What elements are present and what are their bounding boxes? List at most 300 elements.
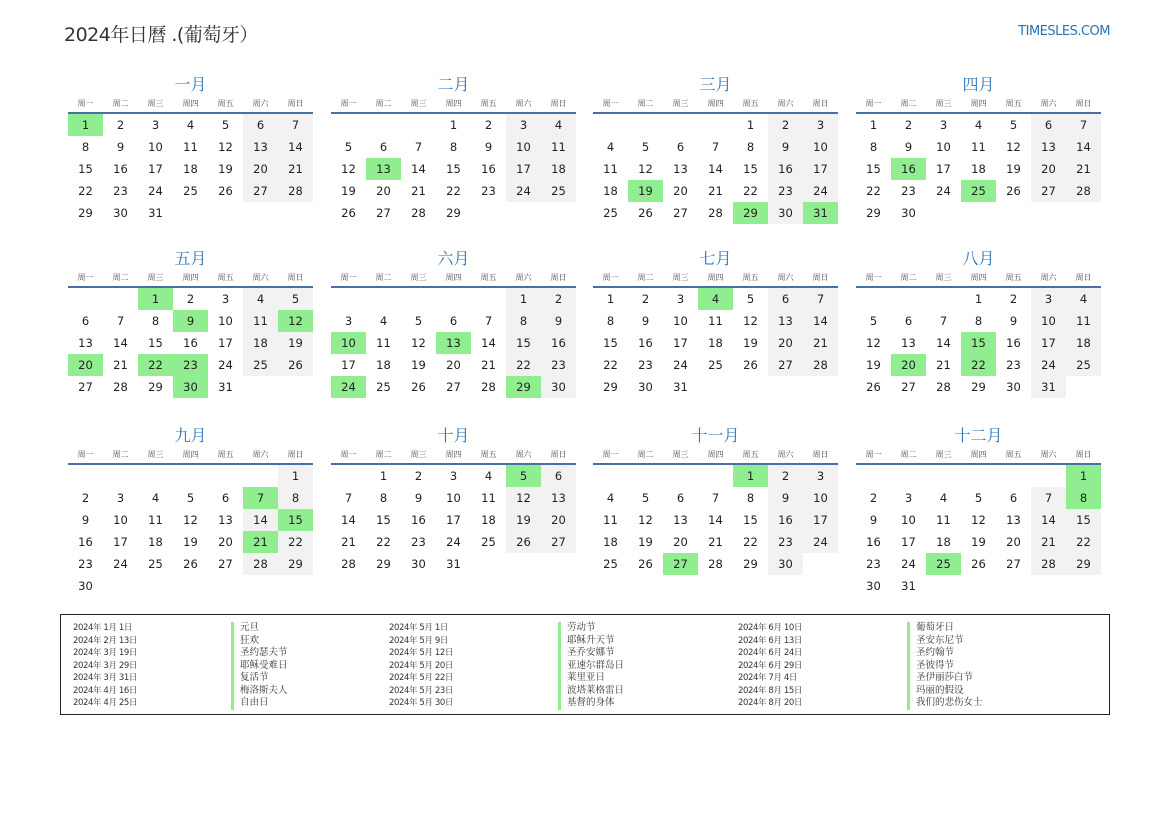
weekday-label: 周六 xyxy=(777,273,794,282)
weekend-day-cell: 6 xyxy=(541,465,576,487)
holiday-day-cell: 30 xyxy=(173,376,208,398)
week-row xyxy=(68,332,313,354)
holiday-date: 2024年 2月 13日 xyxy=(73,635,137,646)
weekday-label: 周三 xyxy=(410,450,427,459)
weekday-header xyxy=(856,272,1101,288)
holiday-date: 2024年 7月 4日 xyxy=(738,673,797,683)
holiday-date: 2024年 8月 20日 xyxy=(738,698,802,708)
day-cell: 1 xyxy=(379,469,388,483)
weekend-day-cell: 19 xyxy=(506,509,541,531)
week-row xyxy=(331,114,576,136)
weekend-day-cell: 21 xyxy=(278,158,313,180)
day-cell: 21 xyxy=(708,184,723,198)
holiday-day-cell: 13 xyxy=(366,158,401,180)
day-cell: 28 xyxy=(341,557,356,571)
empty-day-cell xyxy=(331,288,366,310)
holiday-name: 圣乔安娜节 xyxy=(558,647,624,660)
day-cell: 7 xyxy=(711,491,720,505)
week-row xyxy=(68,288,313,310)
day-cell: 18 xyxy=(936,535,951,549)
holiday-name: 亚速尔群岛日 xyxy=(558,660,624,673)
day-cell: 28 xyxy=(936,380,951,394)
day-cell: 17 xyxy=(446,513,461,527)
empty-day-cell xyxy=(698,114,733,136)
weekend-day-cell: 16 xyxy=(768,509,803,531)
empty-day-cell xyxy=(278,202,313,224)
weekday-label: 周一 xyxy=(602,273,619,282)
day-cell: 14 xyxy=(481,336,496,350)
week-row xyxy=(856,114,1101,136)
empty-day-cell xyxy=(243,376,278,398)
day-cell: 2 xyxy=(904,118,913,132)
holiday-day-cell: 31 xyxy=(803,202,838,224)
weekday-label: 周四 xyxy=(445,450,462,459)
weekend-day-cell: 14 xyxy=(1066,136,1101,158)
weekend-day-cell: 24 xyxy=(803,180,838,202)
day-cell: 5 xyxy=(641,140,650,154)
empty-day-cell xyxy=(593,465,628,487)
holiday-date-column xyxy=(738,622,802,710)
week-row xyxy=(856,575,1101,597)
day-cell: 3 xyxy=(151,118,160,132)
empty-day-cell xyxy=(366,288,401,310)
day-cell: 1 xyxy=(449,118,458,132)
empty-day-cell xyxy=(208,202,243,224)
month-name: 一月 xyxy=(174,75,207,94)
day-cell: 4 xyxy=(939,491,948,505)
holiday-date-column xyxy=(389,622,453,710)
weekend-day-cell: 10 xyxy=(803,136,838,158)
day-cell: 20 xyxy=(1006,535,1021,549)
day-cell: 3 xyxy=(939,118,948,132)
day-cell: 11 xyxy=(376,336,391,350)
day-cell: 16 xyxy=(113,162,128,176)
day-cell: 25 xyxy=(481,535,496,549)
day-cell: 6 xyxy=(379,140,388,154)
weekend-day-cell: 11 xyxy=(243,310,278,332)
week-row xyxy=(331,310,576,332)
weekday-label: 周三 xyxy=(410,99,427,108)
day-cell: 1 xyxy=(974,292,983,306)
weekday-label: 周四 xyxy=(182,99,199,108)
month-name: 十一月 xyxy=(691,426,740,445)
weekend-day-cell: 29 xyxy=(1066,553,1101,575)
weekday-label: 周日 xyxy=(812,99,829,108)
day-cell: 27 xyxy=(376,206,391,220)
weekend-day-cell: 13 xyxy=(1031,136,1066,158)
weekday-label: 周日 xyxy=(287,450,304,459)
holiday-day-cell: 15 xyxy=(278,509,313,531)
holiday-day-cell: 29 xyxy=(733,202,768,224)
day-cell: 30 xyxy=(901,206,916,220)
empty-day-cell xyxy=(103,288,138,310)
site-logo[interactable]: TIMESLES.COM xyxy=(1018,24,1110,39)
weekday-label: 周五 xyxy=(480,450,497,459)
day-cell: 17 xyxy=(218,336,233,350)
empty-day-cell xyxy=(1031,575,1066,597)
day-cell: 24 xyxy=(936,184,951,198)
day-cell: 9 xyxy=(869,513,878,527)
empty-day-cell xyxy=(173,575,208,597)
day-cell: 20 xyxy=(218,535,233,549)
day-cell: 29 xyxy=(866,206,881,220)
holiday-name: 莱里亚日 xyxy=(558,672,624,685)
weekend-day-cell: 2 xyxy=(541,288,576,310)
weekday-label: 周三 xyxy=(147,99,164,108)
day-cell: 25 xyxy=(708,358,723,372)
day-cell: 4 xyxy=(186,118,195,132)
weekend-day-cell: 28 xyxy=(243,553,278,575)
day-cell: 19 xyxy=(1006,162,1021,176)
day-cell: 13 xyxy=(901,336,916,350)
day-cell: 12 xyxy=(866,336,881,350)
empty-day-cell xyxy=(471,288,506,310)
day-cell: 8 xyxy=(746,140,755,154)
empty-day-cell xyxy=(541,553,576,575)
holiday-day-cell: 24 xyxy=(331,376,366,398)
weekend-day-cell: 14 xyxy=(278,136,313,158)
empty-day-cell xyxy=(401,114,436,136)
day-cell: 2 xyxy=(81,491,90,505)
empty-day-cell xyxy=(103,465,138,487)
weekend-day-cell: 26 xyxy=(278,354,313,376)
day-cell: 26 xyxy=(1006,184,1021,198)
day-cell: 20 xyxy=(673,535,688,549)
week-row xyxy=(331,202,576,224)
day-cell: 4 xyxy=(484,469,493,483)
weekend-day-cell: 18 xyxy=(1066,332,1101,354)
day-cell: 14 xyxy=(708,513,723,527)
weekday-label: 周日 xyxy=(1075,450,1092,459)
day-cell: 1 xyxy=(869,118,878,132)
holiday-date: 2024年 1月 1日 xyxy=(73,623,132,633)
weekend-day-cell: 14 xyxy=(243,509,278,531)
day-cell: 28 xyxy=(411,206,426,220)
day-cell: 9 xyxy=(81,513,90,527)
day-cell: 15 xyxy=(148,336,163,350)
day-cell: 12 xyxy=(1006,140,1021,154)
holiday-date: 2024年 4月 16日 xyxy=(73,685,137,696)
holiday-day-cell: 25 xyxy=(961,180,996,202)
day-cell: 9 xyxy=(641,314,650,328)
day-cell: 29 xyxy=(603,380,618,394)
holiday-name: 葡萄牙日 xyxy=(907,622,983,635)
day-cell: 15 xyxy=(743,513,758,527)
weekday-header xyxy=(68,449,313,465)
weekend-day-cell: 23 xyxy=(541,354,576,376)
day-cell: 10 xyxy=(446,491,461,505)
day-cell: 2 xyxy=(484,118,493,132)
day-cell: 25 xyxy=(603,557,618,571)
weekday-header xyxy=(593,98,838,114)
day-cell: 5 xyxy=(974,491,983,505)
day-cell: 5 xyxy=(221,118,230,132)
holiday-date: 2024年 6月 13日 xyxy=(738,635,802,646)
weekday-label: 周五 xyxy=(742,99,759,108)
day-cell: 23 xyxy=(901,184,916,198)
holiday-date: 2024年 3月 31日 xyxy=(73,673,137,683)
day-cell: 9 xyxy=(1009,314,1018,328)
weekday-label: 周六 xyxy=(252,450,269,459)
holiday-date: 2024年 6月 10日 xyxy=(738,623,802,633)
week-row xyxy=(68,553,313,575)
day-cell: 26 xyxy=(218,184,233,198)
day-cell: 7 xyxy=(484,314,493,328)
week-row xyxy=(68,310,313,332)
day-cell: 15 xyxy=(743,162,758,176)
empty-day-cell xyxy=(138,465,173,487)
day-cell: 16 xyxy=(638,336,653,350)
day-cell: 29 xyxy=(743,557,758,571)
day-cell: 12 xyxy=(638,513,653,527)
weekday-label: 周六 xyxy=(1040,273,1057,282)
empty-day-cell xyxy=(628,465,663,487)
day-cell: 6 xyxy=(676,491,685,505)
holiday-name: 复活节 xyxy=(231,672,288,685)
weekday-label: 周五 xyxy=(1005,273,1022,282)
day-cell: 21 xyxy=(411,184,426,198)
weekend-day-cell: 23 xyxy=(768,531,803,553)
empty-day-cell xyxy=(698,465,733,487)
week-row xyxy=(331,288,576,310)
day-cell: 19 xyxy=(411,358,426,372)
weekday-header xyxy=(68,98,313,114)
week-row xyxy=(856,180,1101,202)
weekday-label: 周六 xyxy=(515,273,532,282)
weekday-label: 周二 xyxy=(637,450,654,459)
day-cell: 27 xyxy=(1006,557,1021,571)
weekend-day-cell: 8 xyxy=(278,487,313,509)
week-row xyxy=(68,136,313,158)
day-cell: 5 xyxy=(414,314,423,328)
weekday-label: 周三 xyxy=(147,273,164,282)
empty-day-cell xyxy=(331,114,366,136)
weekday-label: 周二 xyxy=(112,99,129,108)
day-cell: 26 xyxy=(638,206,653,220)
day-cell: 14 xyxy=(936,336,951,350)
weekend-day-cell: 10 xyxy=(1031,310,1066,332)
weekday-label: 周三 xyxy=(147,450,164,459)
month-name: 九月 xyxy=(174,426,207,445)
weekday-label: 周日 xyxy=(550,450,567,459)
holiday-name-column xyxy=(231,622,288,710)
weekday-label: 周一 xyxy=(340,450,357,459)
day-cell: 10 xyxy=(218,314,233,328)
empty-day-cell xyxy=(243,202,278,224)
holiday-name: 劳动节 xyxy=(558,622,624,635)
holiday-day-cell: 1 xyxy=(68,114,103,136)
day-cell: 8 xyxy=(379,491,388,505)
day-cell: 3 xyxy=(221,292,230,306)
week-row xyxy=(331,354,576,376)
weekday-label: 周二 xyxy=(900,99,917,108)
month-name: 十二月 xyxy=(954,426,1003,445)
weekday-header xyxy=(331,272,576,288)
weekday-header xyxy=(593,272,838,288)
holiday-day-cell: 25 xyxy=(926,553,961,575)
holiday-name: 自由日 xyxy=(231,697,288,710)
day-cell: 8 xyxy=(606,314,615,328)
weekend-day-cell: 23 xyxy=(768,180,803,202)
day-cell: 23 xyxy=(481,184,496,198)
week-row xyxy=(593,288,838,310)
weekday-label: 周二 xyxy=(900,450,917,459)
day-cell: 22 xyxy=(743,184,758,198)
day-cell: 19 xyxy=(971,535,986,549)
day-cell: 3 xyxy=(904,491,913,505)
week-row xyxy=(856,202,1101,224)
day-cell: 26 xyxy=(638,557,653,571)
holiday-name-column xyxy=(558,622,624,710)
holiday-day-cell: 15 xyxy=(961,332,996,354)
weekday-label: 周六 xyxy=(515,450,532,459)
day-cell: 22 xyxy=(866,184,881,198)
day-cell: 30 xyxy=(638,380,653,394)
day-cell: 19 xyxy=(183,535,198,549)
empty-day-cell xyxy=(331,465,366,487)
day-cell: 12 xyxy=(743,314,758,328)
day-cell: 16 xyxy=(411,513,426,527)
weekend-day-cell: 14 xyxy=(1031,509,1066,531)
week-row xyxy=(68,465,313,487)
day-cell: 6 xyxy=(904,314,913,328)
weekday-label: 周日 xyxy=(812,450,829,459)
day-cell: 12 xyxy=(183,513,198,527)
holiday-day-cell: 23 xyxy=(173,354,208,376)
holiday-date: 2024年 5月 1日 xyxy=(389,623,448,633)
weekend-day-cell: 28 xyxy=(1031,553,1066,575)
empty-day-cell xyxy=(926,202,961,224)
day-cell: 30 xyxy=(78,579,93,593)
day-cell: 16 xyxy=(866,535,881,549)
day-cell: 3 xyxy=(676,292,685,306)
holiday-name: 波塔莱格雷日 xyxy=(558,685,624,698)
weekend-day-cell: 3 xyxy=(803,465,838,487)
day-cell: 31 xyxy=(218,380,233,394)
day-cell: 13 xyxy=(218,513,233,527)
holiday-name: 圣伊丽莎白节 xyxy=(907,672,983,685)
day-cell: 4 xyxy=(606,491,615,505)
week-row xyxy=(68,509,313,531)
holiday-name: 基督的身体 xyxy=(558,697,624,710)
holiday-date: 2024年 5月 30日 xyxy=(389,698,453,708)
day-cell: 25 xyxy=(376,380,391,394)
day-cell: 18 xyxy=(971,162,986,176)
day-cell: 8 xyxy=(869,140,878,154)
day-cell: 16 xyxy=(78,535,93,549)
weekend-day-cell: 28 xyxy=(278,180,313,202)
day-cell: 30 xyxy=(411,557,426,571)
empty-day-cell xyxy=(891,465,926,487)
month-block xyxy=(68,248,313,398)
day-cell: 30 xyxy=(113,206,128,220)
day-cell: 24 xyxy=(218,358,233,372)
weekend-day-cell: 4 xyxy=(1066,288,1101,310)
day-cell: 24 xyxy=(901,557,916,571)
weekend-day-cell: 18 xyxy=(243,332,278,354)
weekday-label: 周日 xyxy=(550,99,567,108)
day-cell: 14 xyxy=(113,336,128,350)
day-cell: 19 xyxy=(341,184,356,198)
week-row xyxy=(68,180,313,202)
empty-day-cell xyxy=(856,288,891,310)
weekday-label: 周五 xyxy=(217,99,234,108)
day-cell: 30 xyxy=(1006,380,1021,394)
week-row xyxy=(331,180,576,202)
week-row xyxy=(68,354,313,376)
weekday-label: 周一 xyxy=(865,450,882,459)
day-cell: 12 xyxy=(218,140,233,154)
weekend-day-cell: 6 xyxy=(768,288,803,310)
holiday-date: 2024年 5月 20日 xyxy=(389,660,453,671)
week-row xyxy=(331,332,576,354)
day-cell: 27 xyxy=(218,557,233,571)
empty-day-cell xyxy=(506,553,541,575)
weekday-label: 周日 xyxy=(1075,99,1092,108)
holiday-date: 2024年 5月 22日 xyxy=(389,673,453,683)
day-cell: 27 xyxy=(901,380,916,394)
weekday-label: 周四 xyxy=(970,99,987,108)
day-cell: 17 xyxy=(113,535,128,549)
weekend-day-cell: 10 xyxy=(506,136,541,158)
weekend-day-cell: 13 xyxy=(768,310,803,332)
weekend-day-cell: 31 xyxy=(1031,376,1066,398)
holiday-day-cell: 5 xyxy=(506,465,541,487)
weekend-day-cell: 28 xyxy=(1066,180,1101,202)
weekday-label: 周四 xyxy=(970,450,987,459)
day-cell: 11 xyxy=(708,314,723,328)
month-block xyxy=(68,74,313,224)
week-row xyxy=(331,376,576,398)
month-block xyxy=(331,248,576,398)
weekday-label: 周日 xyxy=(812,273,829,282)
day-cell: 30 xyxy=(866,579,881,593)
week-row xyxy=(331,158,576,180)
holiday-day-cell: 27 xyxy=(663,553,698,575)
weekend-day-cell: 11 xyxy=(541,136,576,158)
day-cell: 10 xyxy=(148,140,163,154)
week-row xyxy=(593,354,838,376)
week-row xyxy=(68,376,313,398)
week-row xyxy=(856,332,1101,354)
weekend-day-cell: 20 xyxy=(1031,158,1066,180)
weekend-day-cell: 1 xyxy=(278,465,313,487)
day-cell: 19 xyxy=(743,336,758,350)
holiday-day-cell: 1 xyxy=(138,288,173,310)
day-cell: 19 xyxy=(866,358,881,372)
month-name: 六月 xyxy=(437,249,470,268)
empty-day-cell xyxy=(891,288,926,310)
day-cell: 13 xyxy=(78,336,93,350)
holiday-day-cell: 4 xyxy=(698,288,733,310)
weekday-label: 周六 xyxy=(252,99,269,108)
day-cell: 21 xyxy=(113,358,128,372)
empty-day-cell xyxy=(506,202,541,224)
holiday-date: 2024年 3月 29日 xyxy=(73,660,137,671)
week-row xyxy=(856,376,1101,398)
holiday-name: 圣约翰节 xyxy=(907,647,983,660)
day-cell: 10 xyxy=(673,314,688,328)
day-cell: 6 xyxy=(221,491,230,505)
week-row xyxy=(856,531,1101,553)
day-cell: 23 xyxy=(1006,358,1021,372)
day-cell: 25 xyxy=(183,184,198,198)
day-cell: 2 xyxy=(1009,292,1018,306)
weekday-header xyxy=(331,449,576,465)
empty-day-cell xyxy=(541,202,576,224)
weekday-label: 周一 xyxy=(340,99,357,108)
weekend-day-cell: 15 xyxy=(1066,509,1101,531)
